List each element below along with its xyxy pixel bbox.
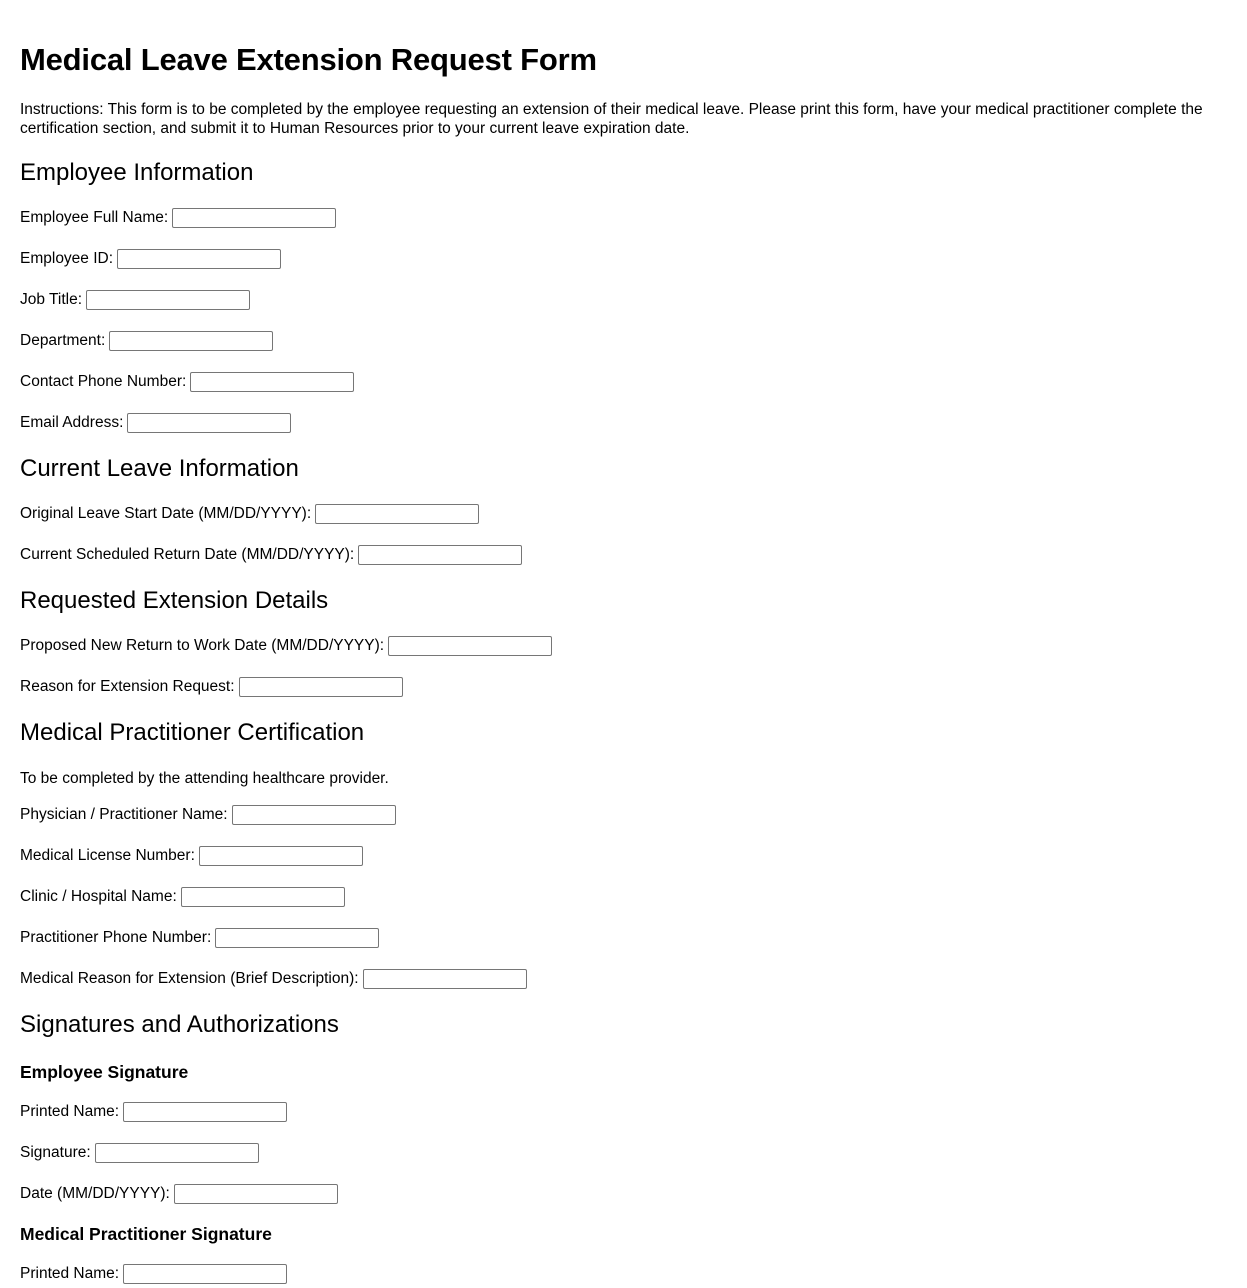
field-contact-phone-number [20, 371, 1227, 393]
current-scheduled-return-date-label: Current Scheduled Return Date (MM/DD/YYYY): [20, 546, 355, 563]
field-practitioner-phone-number [20, 927, 1227, 949]
job-title-input[interactable] [86, 290, 250, 310]
medical-license-number-input[interactable] [199, 846, 363, 866]
section-heading-practitioner-certification: Medical Practitioner Certification [20, 719, 365, 746]
field-employee-signature [20, 1142, 1227, 1164]
employee-full-name-input[interactable] [172, 208, 336, 228]
field-medical-license-number [20, 845, 1227, 867]
practitioner-name-input[interactable] [232, 805, 396, 825]
reason-for-extension-input[interactable] [239, 677, 403, 697]
contact-phone-number-input[interactable] [190, 372, 354, 392]
practitioner-printed-name-input[interactable] [123, 1264, 287, 1284]
field-employee-full-name [20, 207, 1227, 229]
field-reason-for-extension [20, 676, 1227, 698]
proposed-return-date-label: Proposed New Return to Work Date (MM/DD/YYYY): [20, 637, 385, 654]
section-heading-signatures: Signatures and Authorizations [20, 1011, 339, 1038]
field-email-address [20, 412, 1227, 434]
employee-printed-name-label: Printed Name: [20, 1103, 120, 1120]
field-employee-signature-date [20, 1183, 1227, 1205]
clinic-hospital-name-input[interactable] [181, 887, 345, 907]
employee-printed-name-input[interactable] [123, 1102, 287, 1122]
job-title-label: Job Title: [20, 291, 83, 308]
field-clinic-hospital-name [20, 886, 1227, 908]
medical-license-number-label: Medical License Number: [20, 847, 195, 864]
employee-signature-input[interactable] [95, 1143, 259, 1163]
field-employee-id [20, 248, 1227, 270]
employee-information-section [20, 159, 1227, 434]
field-job-title [20, 289, 1227, 311]
employee-signature-date-input[interactable] [174, 1184, 338, 1204]
email-address-label: Email Address: [20, 414, 124, 431]
current-scheduled-return-date-input[interactable] [358, 545, 522, 565]
department-label: Department: [20, 332, 106, 349]
practitioner-phone-number-label: Practitioner Phone Number: [20, 929, 212, 946]
employee-signature-date-label: Date (MM/DD/YYYY): [20, 1185, 170, 1202]
field-practitioner-name [20, 804, 1227, 826]
signatures-section [20, 1011, 1227, 1285]
field-department [20, 330, 1227, 352]
medical-reason-label: Medical Reason for Extension (Brief Description): [20, 970, 359, 987]
section-heading-employee-information: Employee Information [20, 159, 254, 186]
field-medical-reason [20, 968, 1227, 990]
proposed-return-date-input[interactable] [388, 636, 552, 656]
section-heading-extension-details: Requested Extension Details [20, 587, 329, 614]
extension-details-section [20, 587, 1227, 698]
field-original-leave-start-date [20, 503, 1227, 525]
email-address-input[interactable] [127, 413, 291, 433]
original-leave-start-date-input[interactable] [315, 504, 479, 524]
department-input[interactable] [109, 331, 273, 351]
contact-phone-number-label: Contact Phone Number: [20, 373, 187, 390]
employee-full-name-label: Employee Full Name: [20, 209, 169, 226]
original-leave-start-date-label: Original Leave Start Date (MM/DD/YYYY): [20, 505, 312, 522]
practitioner-name-label: Physician / Practitioner Name: [20, 806, 228, 823]
field-employee-printed-name [20, 1101, 1227, 1123]
subheading-employee-signature: Employee Signature [20, 1062, 189, 1082]
reason-for-extension-label: Reason for Extension Request: [20, 678, 235, 695]
employee-id-input[interactable] [117, 249, 281, 269]
employee-signature-label: Signature: [20, 1144, 91, 1161]
current-leave-section [20, 455, 1227, 566]
field-current-scheduled-return-date [20, 544, 1227, 566]
practitioner-printed-name-label: Printed Name: [20, 1265, 120, 1282]
field-practitioner-printed-name [20, 1263, 1227, 1285]
practitioner-phone-number-input[interactable] [215, 928, 379, 948]
section-heading-current-leave: Current Leave Information [20, 455, 299, 482]
practitioner-note: To be completed by the attending healthcare provider. [20, 770, 389, 787]
employee-id-label: Employee ID: [20, 250, 114, 267]
field-proposed-return-date [20, 635, 1227, 657]
medical-reason-input[interactable] [363, 969, 527, 989]
page-title: Medical Leave Extension Request Form [20, 42, 597, 77]
subheading-practitioner-signature: Medical Practitioner Signature [20, 1224, 272, 1244]
practitioner-certification-section [20, 719, 1227, 990]
instructions-text: Instructions: This form is to be completed by the employee requesting an extension of their medical leave. Please print this form, have your medical practitioner complete the certification section, and submit it to Human Resources prior to your current leave expiration date. [20, 101, 1203, 137]
clinic-hospital-name-label: Clinic / Hospital Name: [20, 888, 177, 905]
